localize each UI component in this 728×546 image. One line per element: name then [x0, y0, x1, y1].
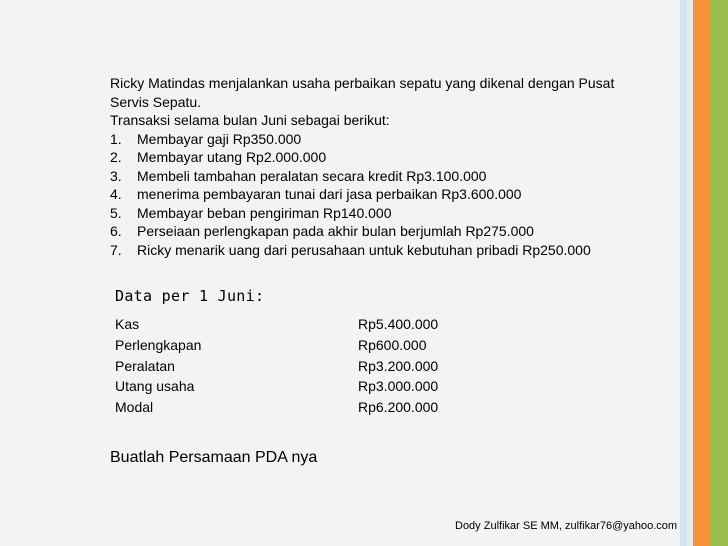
account-label: Peralatan — [115, 357, 175, 374]
footer-author: Dody Zulfikar SE MM, zulfikar76@yahoo.com — [455, 520, 678, 532]
account-value: Rp3.000.000 — [358, 378, 439, 395]
item-number: 6. — [110, 223, 122, 239]
list-item — [110, 130, 655, 149]
transaction-list — [110, 130, 655, 260]
item-number: 7. — [110, 241, 122, 258]
account-value: Rp3.200.000 — [358, 357, 439, 374]
account-label: Utang usaha — [115, 378, 195, 395]
decorative-stripe-green — [710, 0, 728, 546]
account-label: Modal — [115, 399, 154, 416]
problem-text — [110, 74, 655, 259]
decorative-stripe-orange — [693, 0, 710, 546]
list-item — [110, 185, 655, 204]
data-section-title: Data per 1 Juni: — [115, 287, 265, 305]
list-item — [110, 204, 655, 223]
table-row — [115, 376, 475, 397]
item-number: 3. — [110, 167, 122, 184]
table-row — [115, 356, 475, 377]
item-text: Membayar beban pengiriman Rp140.000 — [137, 204, 392, 221]
item-number: 4. — [110, 186, 122, 202]
item-text: menerima pembayaran tunai dari jasa perbaikan Rp3.600.000 — [137, 186, 522, 202]
intro-line-2: Servis Sepatu. — [110, 93, 202, 110]
item-text: Perseiaan perlengkapan pada akhir bulan berjumlah Rp275.000 — [137, 223, 534, 239]
account-value: Rp5.400.000 — [358, 316, 439, 332]
item-text: Membeli tambahan peralatan secara kredit Rp3.100.000 — [137, 167, 487, 184]
list-item — [110, 241, 655, 260]
item-number: 2. — [110, 149, 122, 165]
table-row — [115, 314, 475, 335]
list-item — [110, 222, 655, 241]
item-text: Ricky menarik uang dari perusahaan untuk kebutuhan pribadi Rp250.000 — [137, 241, 591, 258]
decorative-stripe-light — [680, 0, 687, 546]
account-label: Kas — [115, 316, 140, 332]
intro-line-3: Transaksi selama bulan Juni sebagai berikut: — [110, 112, 390, 128]
opening-balance-table — [115, 314, 475, 418]
account-label: Perlengkapan — [115, 336, 202, 353]
list-item — [110, 148, 655, 167]
item-text: Membayar gaji Rp350.000 — [137, 130, 302, 147]
item-number: 5. — [110, 204, 122, 221]
list-item — [110, 167, 655, 186]
table-row — [115, 397, 475, 418]
table-row — [115, 335, 475, 356]
item-text: Membayar utang Rp2.000.000 — [137, 149, 327, 165]
task-instruction: Buatlah Persamaan PDA nya — [110, 449, 318, 466]
account-value: Rp6.200.000 — [358, 399, 439, 416]
item-number: 1. — [110, 130, 122, 147]
account-value: Rp600.000 — [358, 336, 427, 353]
intro-line-1: Ricky Matindas menjalankan usaha perbaikan sepatu yang dikenal dengan Pusat — [110, 75, 615, 91]
